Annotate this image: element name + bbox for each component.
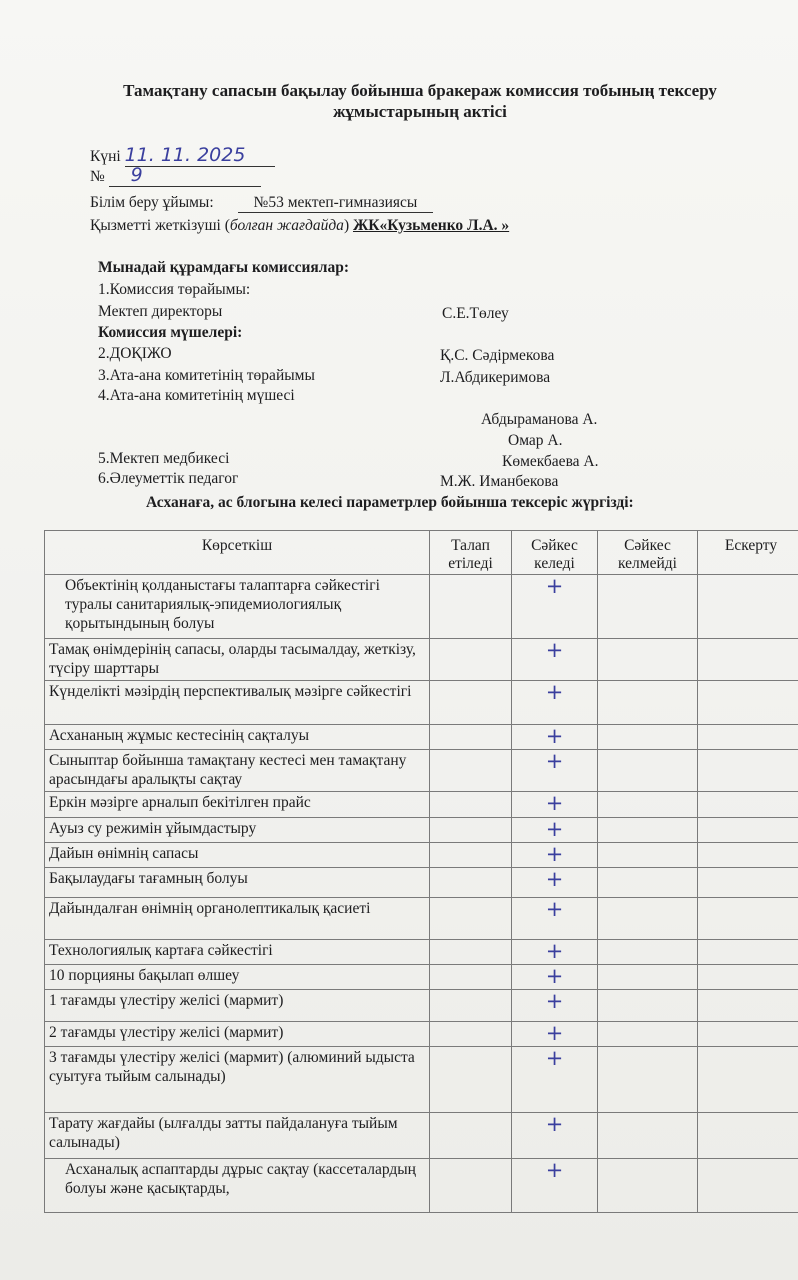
table-row (45, 1047, 798, 1113)
header-nomatch: Сәйкес келмейді (598, 531, 698, 575)
table-row (45, 681, 798, 725)
row-indicator: Технологиялық картаға сәйкестігі (45, 940, 430, 965)
check-mark: + (545, 989, 564, 1013)
row-indicator: 3 тағамды үлестіру желісі (мармит) (алюминий ыдыста суытуға тыйым салынады) (45, 1047, 430, 1113)
table-header-row (45, 531, 798, 575)
row-indicator: Ауыз су режимін ұйымдастыру (45, 818, 430, 843)
check-mark: + (545, 867, 564, 891)
chair-name: С.Е.Төлеу (442, 305, 509, 322)
check-mark: + (545, 1158, 564, 1182)
date-blank (125, 146, 275, 167)
check-mark: + (545, 817, 564, 841)
row-indicator: Тарату жағдайы (ылғалды затты пайдалануға тыйым салынады) (45, 1113, 430, 1159)
number-value: 9 (130, 164, 143, 186)
check-mark: + (545, 749, 564, 773)
number-label: № (90, 168, 105, 185)
row-indicator: Бақылаудағы тағамның болуы (45, 868, 430, 898)
member-3-role: 3.Ата-ана комитетінің төрайымы (98, 367, 315, 384)
inspection-heading: Асханаға, ас блогына келесі параметрлер бойынша тексеріс жүргізді: (146, 494, 634, 511)
table-row (45, 792, 798, 818)
check-mark: + (545, 791, 564, 815)
supplier-label-note: болған жағдайда (229, 217, 344, 234)
member-4-name-a: Абдыраманова А. (481, 411, 598, 428)
row-indicator: 10 порцияны бақылап өлшеу (45, 965, 430, 990)
inspection-table (44, 530, 798, 1213)
table-row (45, 868, 798, 898)
table-row (45, 990, 798, 1022)
table-row (45, 575, 798, 639)
number-blank (109, 166, 261, 187)
header-required: Талап етіледі (430, 531, 512, 575)
table-row (45, 639, 798, 681)
row-indicator: Дайындалған өнімнің органолептикалық қасиеті (45, 898, 430, 940)
number-line (90, 166, 261, 187)
table-row (45, 750, 798, 792)
row-indicator: Еркін мәзірге арналып бекітілген прайс (45, 792, 430, 818)
row-indicator: Асханалық аспаптарды дұрыс сақтау (кассеталардың болуы және қасықтарды, (45, 1159, 430, 1213)
check-mark: + (545, 964, 564, 988)
table-row (45, 940, 798, 965)
members-heading: Комиссия мүшелері: (98, 324, 243, 341)
table-row (45, 965, 798, 990)
check-mark: + (545, 1112, 564, 1136)
supplier-label: Қызметті жеткізуші ( (90, 217, 230, 234)
table-row (45, 898, 798, 940)
row-indicator: Асхананың жұмыс кестесінің сақталуы (45, 725, 430, 750)
commission-heading: Мынадай құрамдағы комиссиялар: (98, 259, 349, 276)
row-indicator: 2 тағамды үлестіру желісі (мармит) (45, 1022, 430, 1047)
check-mark: + (545, 939, 564, 963)
header-indicator: Көрсеткіш (45, 531, 430, 575)
header-match: Сәйкес келеді (512, 531, 598, 575)
row-indicator: Тамақ өнімдерінің сапасы, оларды тасымалдау, жеткізу, түсіру шарттары (45, 639, 430, 681)
table-row (45, 843, 798, 868)
table-row (45, 725, 798, 750)
table-row (45, 1113, 798, 1159)
header-note: Ескерту (698, 531, 798, 575)
supplier-label-end: ) (343, 217, 350, 234)
supplier-value: ЖК«Кузьменко Л.А. » (352, 217, 510, 234)
table-row (45, 1022, 798, 1047)
member-3-name: Л.Абдикеримова (440, 369, 551, 386)
row-indicator: Күнделікті мәзірдің перспективалық мәзірге сәйкестігі (45, 681, 430, 725)
table-row (45, 818, 798, 843)
row-indicator: Объектінің қолданыстағы талаптарға сәйкестігі туралы санитариялық-эпидемиологиялық қорытындының болуы (45, 575, 430, 639)
document-title: Тамақтану сапасын бақылау бойынша бракераж комиссия тобының тексеру жұмыстарының актісі (123, 81, 717, 121)
date-line (90, 146, 275, 167)
member-4-role: 4.Ата-ана комитетінің мүшесі (98, 387, 295, 404)
table-row (45, 1159, 798, 1213)
row-indicator: Дайын өнімнің сапасы (45, 843, 430, 868)
check-mark: + (545, 897, 564, 921)
chair-role: Мектеп директоры (98, 303, 223, 320)
check-mark: + (545, 1046, 564, 1070)
check-mark: + (545, 638, 564, 662)
date-label: Күні (90, 148, 121, 165)
check-mark: + (545, 724, 564, 748)
member-2-name: Қ.С. Сәдірмекова (440, 347, 555, 364)
member-5-role: 5.Мектеп медбикесі (98, 450, 230, 467)
check-mark: + (545, 842, 564, 866)
chair-label: 1.Комиссия төрайымы: (98, 281, 251, 298)
check-mark: + (545, 1021, 564, 1045)
org-line (90, 194, 433, 213)
member-2-role: 2.ДОҚІЖО (98, 345, 172, 362)
check-mark: + (545, 680, 564, 704)
supplier-line (90, 217, 509, 235)
check-mark: + (545, 574, 564, 598)
org-label: Білім беру ұйымы: (90, 194, 214, 211)
member-6-name: М.Ж. Иманбекова (440, 473, 559, 490)
row-indicator: Сыныптар бойынша тамақтану кестесі мен тамақтану арасындағы аралықты сақтау (45, 750, 430, 792)
date-value: 11. 11. 2025 (124, 144, 246, 166)
row-indicator: 1 тағамды үлестіру желісі (мармит) (45, 990, 430, 1022)
member-6-role: 6.Әлеуметтік педагог (98, 470, 239, 487)
member-5-name: Көмекбаева А. (502, 453, 599, 470)
org-value: №53 мектеп-гимназиясы (238, 194, 434, 213)
member-4-name-b: Омар А. (508, 432, 563, 449)
